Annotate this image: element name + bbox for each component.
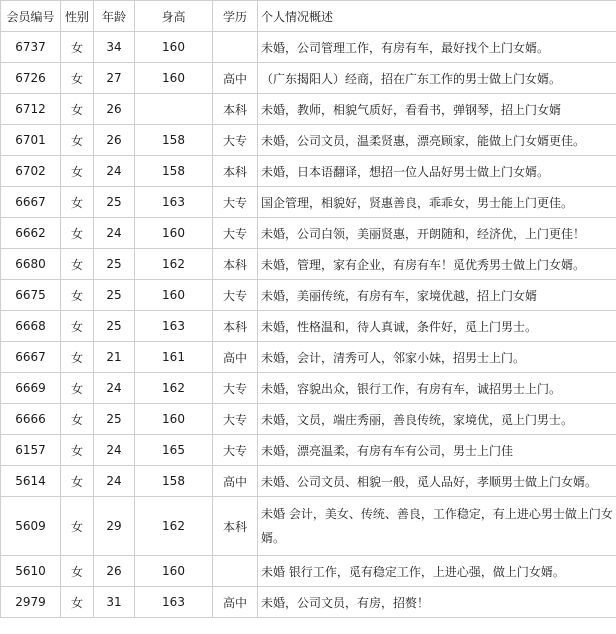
- cell-education: 大专: [213, 125, 258, 156]
- header-age: 年龄: [94, 1, 135, 32]
- table-row: [1, 94, 616, 125]
- cell-description: 国企管理，相貌好，贤惠善良，乖乖女，男士能上门更佳。: [258, 187, 616, 218]
- cell-member-id: 6712: [1, 94, 61, 125]
- cell-gender: 女: [61, 373, 94, 404]
- table-row: [1, 342, 616, 373]
- cell-description: 未婚、公司文员、相貌一般，觅人品好，孝顺男士做上门女婿。: [258, 466, 616, 497]
- cell-description: 未婚 会计，美女、传统、善良，工作稳定，有上进心男士做上门女婿。: [258, 497, 616, 556]
- cell-height: 160: [135, 32, 213, 63]
- cell-description: 未婚，美丽传统，有房有车，家境优越，招上门女婿: [258, 280, 616, 311]
- cell-education: 高中: [213, 466, 258, 497]
- table-body: [1, 32, 616, 618]
- cell-gender: 女: [61, 497, 94, 556]
- cell-height: 158: [135, 156, 213, 187]
- cell-age: 24: [94, 218, 135, 249]
- cell-gender: 女: [61, 32, 94, 63]
- cell-member-id: 6157: [1, 435, 61, 466]
- cell-height: 163: [135, 187, 213, 218]
- table-row: [1, 32, 616, 63]
- table-row: [1, 497, 616, 556]
- cell-height: 158: [135, 125, 213, 156]
- table-row: [1, 280, 616, 311]
- cell-education: 本科: [213, 497, 258, 556]
- cell-education: 本科: [213, 249, 258, 280]
- cell-gender: 女: [61, 218, 94, 249]
- cell-education: 本科: [213, 156, 258, 187]
- cell-description: 未婚，漂亮温柔，有房有车有公司，男士上门佳: [258, 435, 616, 466]
- cell-age: 26: [94, 125, 135, 156]
- cell-member-id: 6666: [1, 404, 61, 435]
- cell-member-id: 2979: [1, 587, 61, 618]
- cell-gender: 女: [61, 435, 94, 466]
- cell-height: [135, 94, 213, 125]
- table-row: [1, 218, 616, 249]
- table-row: [1, 249, 616, 280]
- cell-education: 本科: [213, 311, 258, 342]
- cell-height: 162: [135, 249, 213, 280]
- cell-gender: 女: [61, 587, 94, 618]
- cell-gender: 女: [61, 404, 94, 435]
- cell-education: 本科: [213, 94, 258, 125]
- cell-gender: 女: [61, 342, 94, 373]
- table-row: [1, 63, 616, 94]
- cell-description: 未婚，性格温和，待人真诚，条件好，觅上门男士。: [258, 311, 616, 342]
- cell-education: 高中: [213, 587, 258, 618]
- cell-description: （广东揭阳人）经商，招在广东工作的男士做上门女婿。: [258, 63, 616, 94]
- cell-age: 34: [94, 32, 135, 63]
- cell-description: 未婚，公司白领，美丽贤惠，开朗随和，经济优，上门更佳！: [258, 218, 616, 249]
- cell-member-id: 5614: [1, 466, 61, 497]
- cell-height: 163: [135, 587, 213, 618]
- cell-height: 162: [135, 497, 213, 556]
- cell-gender: 女: [61, 156, 94, 187]
- cell-description: 未婚，管理，家有企业，有房有车！觅优秀男士做上门女婿。: [258, 249, 616, 280]
- cell-height: 163: [135, 311, 213, 342]
- cell-age: 24: [94, 435, 135, 466]
- cell-education: 大专: [213, 218, 258, 249]
- cell-gender: 女: [61, 556, 94, 587]
- cell-education: 大专: [213, 187, 258, 218]
- header-row: [1, 1, 616, 32]
- cell-member-id: 6702: [1, 156, 61, 187]
- cell-height: 165: [135, 435, 213, 466]
- cell-height: 162: [135, 373, 213, 404]
- table-row: [1, 404, 616, 435]
- cell-height: 160: [135, 556, 213, 587]
- cell-height: 161: [135, 342, 213, 373]
- cell-gender: 女: [61, 249, 94, 280]
- header-member-id: 会员编号: [1, 1, 61, 32]
- cell-description: 未婚，容貌出众，银行工作，有房有车，诚招男士上门。: [258, 373, 616, 404]
- cell-age: 24: [94, 466, 135, 497]
- cell-description: 未婚，公司管理工作，有房有车，最好找个上门女婿。: [258, 32, 616, 63]
- cell-age: 25: [94, 249, 135, 280]
- table-row: [1, 373, 616, 404]
- cell-member-id: 6737: [1, 32, 61, 63]
- cell-education: 高中: [213, 342, 258, 373]
- cell-age: 25: [94, 280, 135, 311]
- table-row: [1, 125, 616, 156]
- cell-age: 27: [94, 63, 135, 94]
- cell-description: 未婚 银行工作，觅有稳定工作，上进心强，做上门女婿。: [258, 556, 616, 587]
- table-row: [1, 466, 616, 497]
- cell-member-id: 6667: [1, 342, 61, 373]
- cell-education: [213, 556, 258, 587]
- header-gender: 性别: [61, 1, 94, 32]
- cell-education: 大专: [213, 373, 258, 404]
- header-education: 学历: [213, 1, 258, 32]
- header-description: 个人情况概述: [258, 1, 616, 32]
- cell-gender: 女: [61, 63, 94, 94]
- cell-description: 未婚，日本语翻译，想招一位人品好男士做上门女婿。: [258, 156, 616, 187]
- cell-member-id: 5610: [1, 556, 61, 587]
- cell-gender: 女: [61, 280, 94, 311]
- cell-member-id: 6667: [1, 187, 61, 218]
- table-row: [1, 587, 616, 618]
- cell-age: 29: [94, 497, 135, 556]
- cell-member-id: 6669: [1, 373, 61, 404]
- cell-education: [213, 32, 258, 63]
- cell-gender: 女: [61, 94, 94, 125]
- table-row: [1, 311, 616, 342]
- cell-age: 25: [94, 187, 135, 218]
- table-row: [1, 556, 616, 587]
- cell-description: 未婚，教师，相貌气质好，看看书，弹钢琴，招上门女婿: [258, 94, 616, 125]
- cell-height: 160: [135, 63, 213, 94]
- cell-description: 未婚，文员，端庄秀丽，善良传统，家境优，觅上门男士。: [258, 404, 616, 435]
- cell-member-id: 6675: [1, 280, 61, 311]
- cell-education: 大专: [213, 404, 258, 435]
- cell-education: 高中: [213, 63, 258, 94]
- cell-member-id: 6662: [1, 218, 61, 249]
- cell-height: 160: [135, 404, 213, 435]
- cell-description: 未婚，会计，清秀可人，邻家小妹，招男士上门。: [258, 342, 616, 373]
- cell-education: 大专: [213, 435, 258, 466]
- cell-age: 26: [94, 556, 135, 587]
- cell-age: 25: [94, 404, 135, 435]
- table-row: [1, 435, 616, 466]
- table-row: [1, 156, 616, 187]
- cell-gender: 女: [61, 311, 94, 342]
- cell-member-id: 6680: [1, 249, 61, 280]
- cell-gender: 女: [61, 187, 94, 218]
- cell-age: 26: [94, 94, 135, 125]
- cell-age: 31: [94, 587, 135, 618]
- cell-height: 160: [135, 280, 213, 311]
- cell-gender: 女: [61, 466, 94, 497]
- cell-height: 160: [135, 218, 213, 249]
- cell-description: 未婚，公司文员，有房，招赘！: [258, 587, 616, 618]
- cell-education: 大专: [213, 280, 258, 311]
- table-row: [1, 187, 616, 218]
- cell-height: 158: [135, 466, 213, 497]
- cell-age: 25: [94, 311, 135, 342]
- cell-member-id: 6668: [1, 311, 61, 342]
- cell-gender: 女: [61, 125, 94, 156]
- cell-age: 24: [94, 373, 135, 404]
- cell-member-id: 6726: [1, 63, 61, 94]
- cell-age: 21: [94, 342, 135, 373]
- cell-member-id: 5609: [1, 497, 61, 556]
- cell-age: 24: [94, 156, 135, 187]
- cell-description: 未婚，公司文员，温柔贤惠，漂亮顾家，能做上门女婿更佳。: [258, 125, 616, 156]
- cell-member-id: 6701: [1, 125, 61, 156]
- header-height: 身高: [135, 1, 213, 32]
